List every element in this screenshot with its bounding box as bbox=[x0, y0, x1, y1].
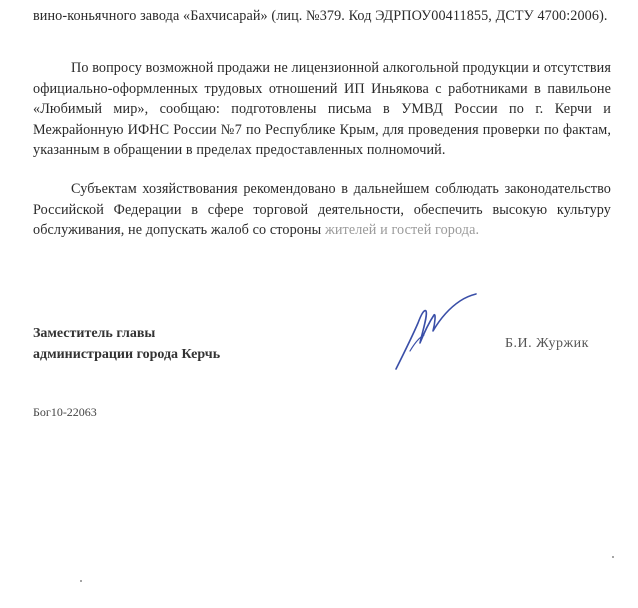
paragraph-recommendation-faded-text: жителей и гостей города. bbox=[324, 222, 480, 238]
scan-speck bbox=[80, 580, 82, 582]
signatory-title-line-2: администрации города Керчь bbox=[33, 347, 221, 362]
reference-number: Бог10-22063 bbox=[33, 405, 97, 419]
paragraph-recommendation bbox=[33, 179, 611, 241]
signatory-name: Б.И. Журжик bbox=[505, 336, 589, 351]
scan-speck bbox=[612, 556, 614, 558]
paragraph-inspection-text: По вопросу возможной продажи не лицензионной алкогольной продукции и отсутствия официально-оформленных трудовых отношений ИП Иньякова с работниками в павильоне «Любимый мир», сообщаю: подготовлены письма в УМВД России по г. Керчи и Межрайонную ИФНС России №7 по Республике Крым, для проведения проверки по фактам, указанным в обращении в пределах предоставленных полномочий. bbox=[33, 60, 611, 158]
signatory-title-line-1: Заместитель главы bbox=[33, 326, 156, 341]
paragraph-intro-text: вино-коньячного завода «Бахчисарай» (лиц. №379. Код ЭДРПОУ00411855, ДСТУ 4700:2006). bbox=[33, 8, 608, 24]
paragraph-intro bbox=[33, 6, 611, 27]
paragraph-recommendation-text: Субъектам хозяйствования рекомендовано в дальнейшем соблюдать законодательство Российской Федерации в сфере торговой деятельности, обеспечить высокую культуру обслуживания, не допускать жалоб со стороны bbox=[33, 181, 611, 238]
signatory-title bbox=[33, 323, 220, 365]
paragraph-inspection bbox=[33, 58, 611, 161]
handwritten-signature bbox=[388, 293, 478, 373]
